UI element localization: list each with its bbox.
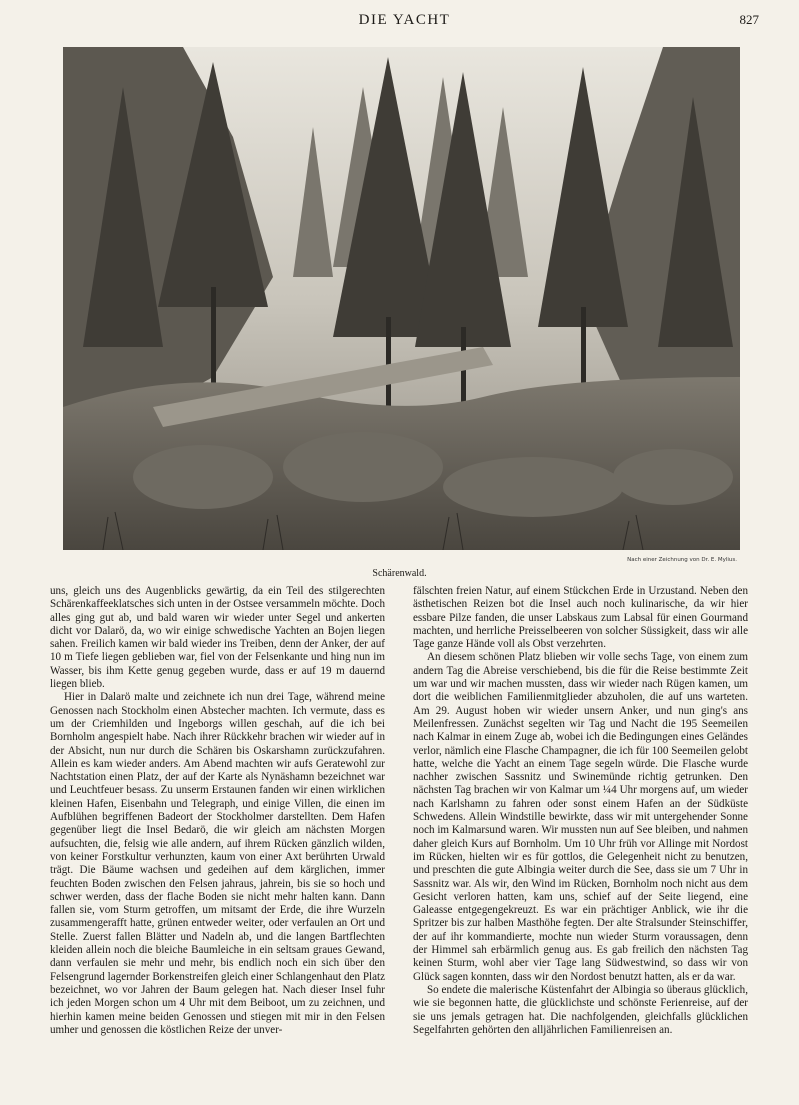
journal-title: DIE YACHT: [358, 12, 451, 28]
paragraph: So endete die malerische Küstenfahrt der Albingia so überaus glücklich, wie sie begonnen hatte, die glücklichste und schönste Ferienreise, auf der sie uns jemals getragen hat. Die nachfolgenden, gleichfalls glücklichen Segelfahrten gehörten den alljährlichen Familienreisen an.: [413, 983, 748, 1036]
paragraph: uns, gleich uns des Augenblicks gewärtig, da ein Teil des stilgerechten Schärenkaffeeklatsches sich unten in der Ostsee versammeln möchte. Doch alles ging gut ab, und bald waren wir wieder unter Segel und ankerten dicht vor Dalarö, da, wo wir einige schwedische Yachten an Bojen liegen sahen. Freilich kamen wir bald wieder ins Treiben, denn der Anker, der auf 10 m Tiefe liegen geblieben war, fiel von der Felsenkante und hing nun im Wasser, bis ihm Kette genug gegeben wurde, dass er auf 19 m dauernd liegen blieb.: [50, 585, 385, 691]
figure-credit: Nach einer Zeichnung von Dr. E. Mylius.: [627, 557, 737, 563]
page-header: [50, 12, 759, 38]
paragraph: Hier in Dalarö malte und zeichnete ich nun drei Tage, während meine Genossen nach Stockholm einen Abstecher machten. Ich vermute, dass es um der Criemhilden und Ingeborgs willen geschah, auf die ich bei Bornholm angespielt habe. Nach ihrer Rückkehr brachen wir wieder auf in der Absicht, nun nur durch die Schären bis Oskarshamn zurückzufahren. Allein es kam wieder anders. Am Abend machten wir aufs Geratewohl zur Nachtstation einen Platz, der auf der Karte als Nynäshamn bezeichnet war und Leuchtfeuer besass. Zu unserm Erstaunen fanden wir einen wirklichen kleinen Hafen, Eisenbahn und Telegraph, und einige Villen, die einen im Aufblühen begriffenen Badeort der Stockholmer darstellten. Dem Hafen gegenüber liegt die Insel Bedarö, die wir gleich am nächsten Morgen aufsuchten, die, felsig wie alle andern, auf ihrem Rücken gänzlich wilden, von keiner Forstkultur verhunzten, kaum von einer Axt berührten Urwald trägt. Die Bäume wachsen und gedeihen auf dem kärglichen, immer feuchten Boden zwischen den Felsen jahraus, jahrein, bis sie so hoch und schwer werden, dass der flache Boden sie nicht mehr halten kann. Dann fallen sie, vom Sturm getroffen, um mitsamt der Erde, die ihre Wurzeln zusammengerafft hatte, grünen entweder weiter, oder verfaulen an Ort und Stelle. Zuerst fallen Blätter und Nadeln ab, und die langen Bartflechten kleiden allein noch die bleiche Baumleiche in ein seltsam graues Gewand, dann verfaulen sie mehr und mehr, bis endlich noch ein sich über den Felsengrund lagernder Borkenstreifen gleich einer Schlangenhaut den Platz bezeichnet, wo vor Jahren der Baum gelegen hat. Nach dieser Insel fuhr ich jeden Morgen schon um 4 Uhr mit dem Beiboot, um zu zeichnen, und hierhin kamen meine beiden Genossen und stiegen mit mir in den Felsen umher und genossen die köstlichen Reize der unver-: [50, 691, 385, 1036]
text-column-right: [413, 585, 748, 1037]
figure-caption: Schärenwald.: [372, 568, 427, 579]
forest-illustration: [63, 47, 740, 550]
page-number: 827: [739, 12, 759, 27]
text-column-left: [50, 585, 385, 1037]
paragraph: fälschten freien Natur, auf einem Stückchen Erde in Urzustand. Neben den ästhetischen Reizen bot die Insel auch noch kulinarische, da wir hier essbare Pilze fanden, die unser Labskaus zum Labsal für einen Gourmand machten, und herrliche Preisselbeeren von solcher Süssigkeit, dass wir alle Tage ganze Hände voll als Obst verzehrten.: [413, 585, 748, 651]
paragraph: An diesem schönen Platz blieben wir volle sechs Tage, von einem zum andern Tag die Abreise verschiebend, bis die für die Reise bestimmte Zeit um war und wir machen mussten, dass wir wieder nach Rügen kamen, um dort die weiblichen Familienmitglieder abzuholen, die auf uns warteten. Am 29. August hoben wir wieder unsern Anker, und nun ging's ans Meilenfressen. Zunächst segelten wir Tag und Nacht die 195 Seemeilen nach Kalmar in einem Zuge ab, wobei ich die Bedingungen eines Geländes verlor, nämlich eine Flasche Champagner, die ich für 100 Seemeilen gelobt hatte, welche die Yacht an einem Tage segeln würde. Die Flasche wurde nachher zwischen Sassnitz und Swinemünde richtig getrunken. Den nächsten Tag brachen wir von Kalmar um ¼4 Uhr morgens auf, um wieder nach Karlshamn zu fahren oder sonst einem Hafen an der Südküste Schwedens. Allein Windstille bewirkte, dass wir mit untergehender Sonne noch im Kalmarsund waren. Wir mussten nun auf See bleiben, und nahmen daher gleich Kurs auf Bornholm. Um 10 Uhr früh vor Allinge mit Nordost im Rücken, hielten wir es für gottlos, die Gelegenheit nicht zu benutzen, und preschten die gute Albingia weiter durch die See, dass sie um 7 Uhr in Sassnitz war. Als wir, den Wind im Rücken, Bornholm noch nicht aus dem Gesicht verloren hatten, kam uns, schief auf der Seite liegend, eine Galeasse entgegengekreuzt. Es war ein prächtiger Anblick, wie ihr die Spritzer bis zur halben Masthöhe fegten. Der alte Stralsunder Steinschiffer, der auf ihr kommandierte, mochte nun wieder Sturm voraussagen, denn der Himmel sah erbärmlich genug aus. Es gab freilich den nächsten Tag keinen Sturm, wohl aber vier Tage lang Südwestwind, so dass wir von Glück sagen konnten, dass wir den Nordost benutzt hatten, als er da war.: [413, 651, 748, 983]
